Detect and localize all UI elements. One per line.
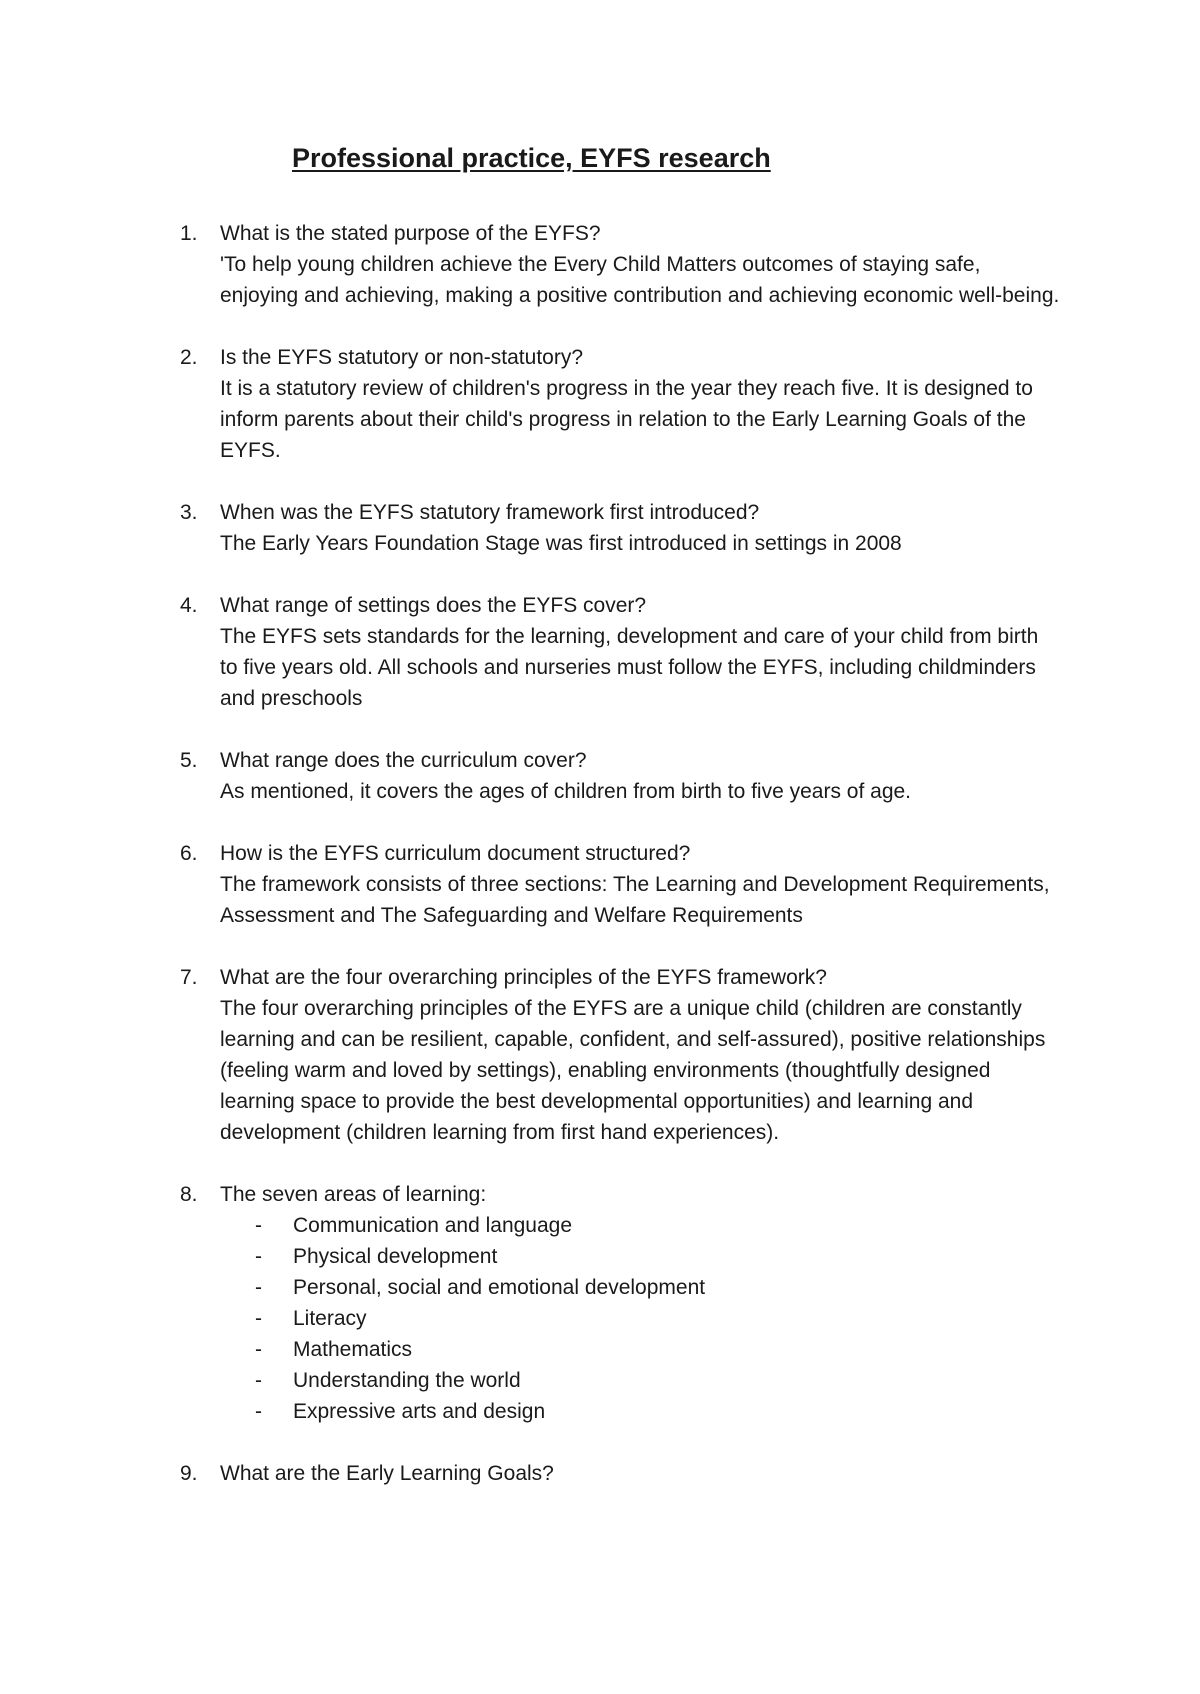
question-number: 7. [180, 966, 198, 989]
question-text: What range does the curriculum cover? [220, 749, 587, 772]
list-item [220, 1396, 1060, 1427]
learning-area: Expressive arts and design [293, 1400, 546, 1423]
question-item-6 [180, 838, 1060, 931]
question-item-1 [180, 218, 1060, 311]
question-number: 4. [180, 594, 198, 617]
learning-area: Literacy [293, 1307, 367, 1330]
question-text: The seven areas of learning: [220, 1183, 487, 1206]
list-item [220, 1241, 1060, 1272]
learning-areas-list [220, 1210, 1060, 1427]
question-item-2 [180, 342, 1060, 466]
question-item-3 [180, 497, 1060, 559]
learning-area: Communication and language [293, 1214, 573, 1237]
list-bullet: - [255, 1400, 262, 1423]
list-bullet: - [255, 1245, 262, 1268]
list-item [220, 1334, 1060, 1365]
question-text: When was the EYFS statutory framework first introduced? [220, 501, 760, 524]
question-number: 1. [180, 222, 198, 245]
answer-text: As mentioned, it covers the ages of children from birth to five years of age. [220, 780, 912, 803]
learning-area: Personal, social and emotional development [293, 1276, 706, 1299]
learning-area: Understanding the world [293, 1369, 521, 1392]
document-title: Professional practice, EYFS research [292, 143, 771, 173]
question-text: What are the four overarching principles of the EYFS framework? [220, 966, 827, 989]
question-number: 3. [180, 501, 198, 524]
question-text: Is the EYFS statutory or non-statutory? [220, 346, 583, 369]
list-bullet: - [255, 1338, 262, 1361]
list-bullet: - [255, 1214, 262, 1237]
question-item-9 [180, 1458, 1060, 1489]
answer-text: It is a statutory review of children's progress in the year they reach five. It is designed to inform parents about their child's progress in relation to the Early Learning Goals of the EYFS. [220, 377, 1033, 462]
question-number: 9. [180, 1462, 198, 1485]
answer-text: The framework consists of three sections: The Learning and Development Requirements, Assessment and The Safeguarding and Welfare Requirements [220, 873, 1050, 927]
answer-text: The EYFS sets standards for the learning, development and care of your child from birth to five years old. All schools and nurseries must follow the EYFS, including childminders and preschools [220, 625, 1039, 710]
list-bullet: - [255, 1369, 262, 1392]
answer-text: The four overarching principles of the EYFS are a unique child (children are constantly learning and can be resilient, capable, confident, and self-assured), positive relationships (feeling warm and loved by settings), enabling environments (thoughtfully designed learning space to provide the best developmental opportunities) and learning and development (children learning from first hand experiences). [220, 997, 1046, 1144]
question-item-5 [180, 745, 1060, 807]
question-number: 6. [180, 842, 198, 865]
list-item [220, 1210, 1060, 1241]
list-bullet: - [255, 1307, 262, 1330]
list-item [220, 1303, 1060, 1334]
question-item-8 [180, 1179, 1060, 1427]
list-item [220, 1272, 1060, 1303]
question-item-4 [180, 590, 1060, 714]
learning-area: Physical development [293, 1245, 498, 1268]
question-number: 5. [180, 749, 198, 772]
question-item-7 [180, 962, 1060, 1148]
question-list [180, 218, 1060, 1520]
list-item [220, 1365, 1060, 1396]
answer-text: 'To help young children achieve the Every Child Matters outcomes of staying safe, enjoying and achieving, making a positive contribution and achieving economic well-being. [220, 253, 1060, 307]
answer-text: The Early Years Foundation Stage was first introduced in settings in 2008 [220, 532, 902, 555]
question-text: What are the Early Learning Goals? [220, 1462, 554, 1485]
question-text: What range of settings does the EYFS cover? [220, 594, 647, 617]
learning-area: Mathematics [293, 1338, 413, 1361]
list-bullet: - [255, 1276, 262, 1299]
question-text: What is the stated purpose of the EYFS? [220, 222, 601, 245]
question-number: 2. [180, 346, 198, 369]
question-number: 8. [180, 1183, 198, 1206]
question-text: How is the EYFS curriculum document structured? [220, 842, 691, 865]
